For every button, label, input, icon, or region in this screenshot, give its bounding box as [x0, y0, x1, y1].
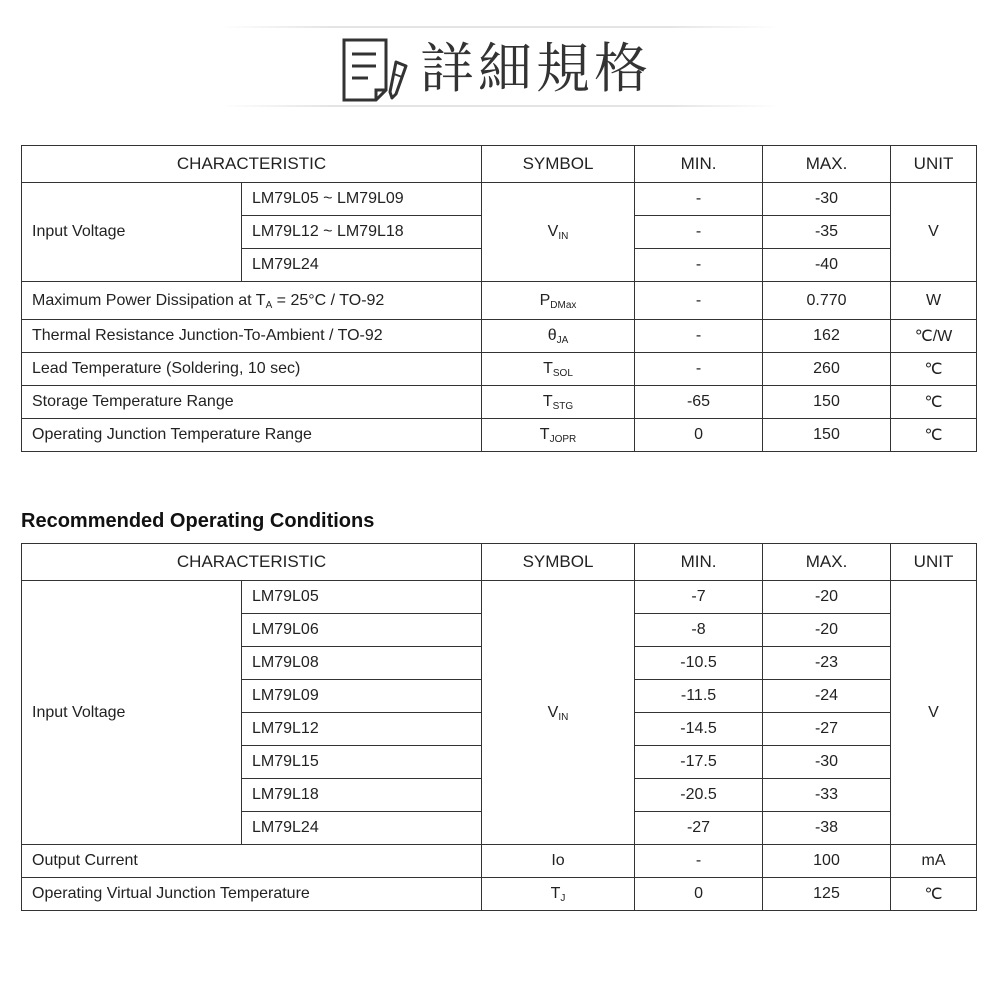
input-voltage-label: Input Voltage [22, 581, 242, 845]
symbol-sub: IN [558, 711, 569, 723]
unit-cell: ℃ [891, 878, 977, 911]
part-cell: LM79L08 [242, 647, 482, 680]
symbol-main: V [547, 223, 559, 240]
table-header-row [22, 146, 977, 183]
header-min: MIN. [635, 544, 763, 581]
part-cell: LM79L09 [242, 680, 482, 713]
table-row [22, 581, 977, 614]
symbol-sub: JOPR [549, 434, 577, 445]
max-cell: -38 [763, 812, 891, 845]
recommended-operating-conditions-table [21, 543, 977, 911]
characteristic-cell: Storage Temperature Range [22, 386, 482, 419]
max-cell: -35 [763, 216, 891, 249]
symbol-sub: SOL [552, 368, 573, 379]
min-cell: - [635, 845, 763, 878]
symbol-sub: IN [558, 231, 569, 242]
min-cell: - [635, 249, 763, 282]
min-cell: -27 [635, 812, 763, 845]
min-cell: -17.5 [635, 746, 763, 779]
min-cell: 0 [635, 419, 763, 452]
table-header-row [22, 544, 977, 581]
characteristic-cell: Output Current [22, 845, 482, 878]
part-cell: LM79L15 [242, 746, 482, 779]
symbol-main: Io [551, 852, 565, 869]
max-cell: -23 [763, 647, 891, 680]
symbol-cell [482, 320, 635, 353]
symbol-main: T [539, 426, 550, 443]
header-symbol: SYMBOL [482, 544, 635, 581]
symbol-sub: STG [552, 401, 574, 412]
min-cell: -8 [635, 614, 763, 647]
symbol-cell [482, 419, 635, 452]
symbol-sub: JA [556, 335, 569, 346]
part-cell: LM79L05 ~ LM79L09 [242, 183, 482, 216]
section-title: Recommended Operating Conditions [21, 510, 375, 532]
min-cell: - [635, 282, 763, 320]
symbol-main: P [539, 291, 551, 309]
max-cell: 125 [763, 878, 891, 911]
max-cell: -40 [763, 249, 891, 282]
label-text-post: = 25°C / TO-92 [272, 291, 385, 309]
characteristic-cell: Operating Junction Temperature Range [22, 419, 482, 452]
max-cell: 100 [763, 845, 891, 878]
symbol-main: T [543, 360, 553, 377]
min-cell: - [635, 183, 763, 216]
max-cell: 150 [763, 386, 891, 419]
symbol-cell [482, 353, 635, 386]
symbol-cell [482, 386, 635, 419]
min-cell: -10.5 [635, 647, 763, 680]
symbol-main: θ [547, 327, 557, 344]
absolute-max-ratings-table [21, 145, 977, 452]
min-cell: -65 [635, 386, 763, 419]
min-cell: -7 [635, 581, 763, 614]
max-cell: 162 [763, 320, 891, 353]
header-characteristic: CHARACTERISTIC [22, 544, 482, 581]
page-header [0, 0, 1000, 120]
part-cell: LM79L24 [242, 812, 482, 845]
header-unit: UNIT [891, 146, 977, 183]
min-cell: - [635, 320, 763, 353]
symbol-cell [482, 878, 635, 911]
max-cell: -33 [763, 779, 891, 812]
header-divider-bottom [220, 105, 780, 107]
characteristic-cell: Lead Temperature (Soldering, 10 sec) [22, 353, 482, 386]
max-cell: -20 [763, 614, 891, 647]
max-cell: -20 [763, 581, 891, 614]
header-symbol: SYMBOL [482, 146, 635, 183]
characteristic-cell: Operating Virtual Junction Temperature [22, 878, 482, 911]
table-row [22, 282, 977, 320]
min-cell: -14.5 [635, 713, 763, 746]
max-cell: 0.770 [763, 282, 891, 320]
unit-cell: ℃ [891, 419, 977, 452]
min-cell: 0 [635, 878, 763, 911]
min-cell: - [635, 353, 763, 386]
unit-cell: W [891, 282, 977, 320]
min-cell: - [635, 216, 763, 249]
table-row [22, 419, 977, 452]
symbol-main: T [550, 885, 561, 902]
min-cell: -11.5 [635, 680, 763, 713]
symbol-cell [482, 183, 635, 282]
header-characteristic: CHARACTERISTIC [22, 146, 482, 183]
table-row [22, 183, 977, 216]
document-edit-icon [340, 36, 418, 104]
unit-cell: ℃/W [891, 320, 977, 353]
part-cell: LM79L12 ~ LM79L18 [242, 216, 482, 249]
header-max: MAX. [763, 146, 891, 183]
unit-cell: ℃ [891, 386, 977, 419]
unit-cell: V [891, 581, 977, 845]
symbol-sub: J [560, 893, 566, 904]
characteristic-cell: Thermal Resistance Junction-To-Ambient / TO-92 [22, 320, 482, 353]
header-unit: UNIT [891, 544, 977, 581]
header-max: MAX. [763, 544, 891, 581]
max-cell: 150 [763, 419, 891, 452]
symbol-cell [482, 845, 635, 878]
table-row [22, 386, 977, 419]
max-cell: -30 [763, 746, 891, 779]
unit-cell: V [891, 183, 977, 282]
symbol-main: T [542, 393, 553, 410]
characteristic-cell [22, 282, 482, 320]
table-row [22, 353, 977, 386]
part-cell: LM79L06 [242, 614, 482, 647]
table-row [22, 320, 977, 353]
page-title: 詳細規格 [420, 37, 652, 100]
unit-cell: mA [891, 845, 977, 878]
table-row [22, 878, 977, 911]
max-cell: -30 [763, 183, 891, 216]
input-voltage-label: Input Voltage [22, 183, 242, 282]
max-cell: -27 [763, 713, 891, 746]
symbol-cell [482, 581, 635, 845]
min-cell: -20.5 [635, 779, 763, 812]
header-divider-top [220, 26, 780, 28]
max-cell: 260 [763, 353, 891, 386]
header-min: MIN. [635, 146, 763, 183]
label-sub: A [265, 299, 273, 311]
symbol-main: V [547, 703, 559, 721]
max-cell: -24 [763, 680, 891, 713]
symbol-cell [482, 282, 635, 320]
label-text: Maximum Power Dissipation at T [32, 291, 266, 309]
part-cell: LM79L24 [242, 249, 482, 282]
part-cell: LM79L18 [242, 779, 482, 812]
part-cell: LM79L12 [242, 713, 482, 746]
part-cell: LM79L05 [242, 581, 482, 614]
table-row [22, 845, 977, 878]
symbol-sub: DMax [550, 299, 577, 311]
unit-cell: ℃ [891, 353, 977, 386]
